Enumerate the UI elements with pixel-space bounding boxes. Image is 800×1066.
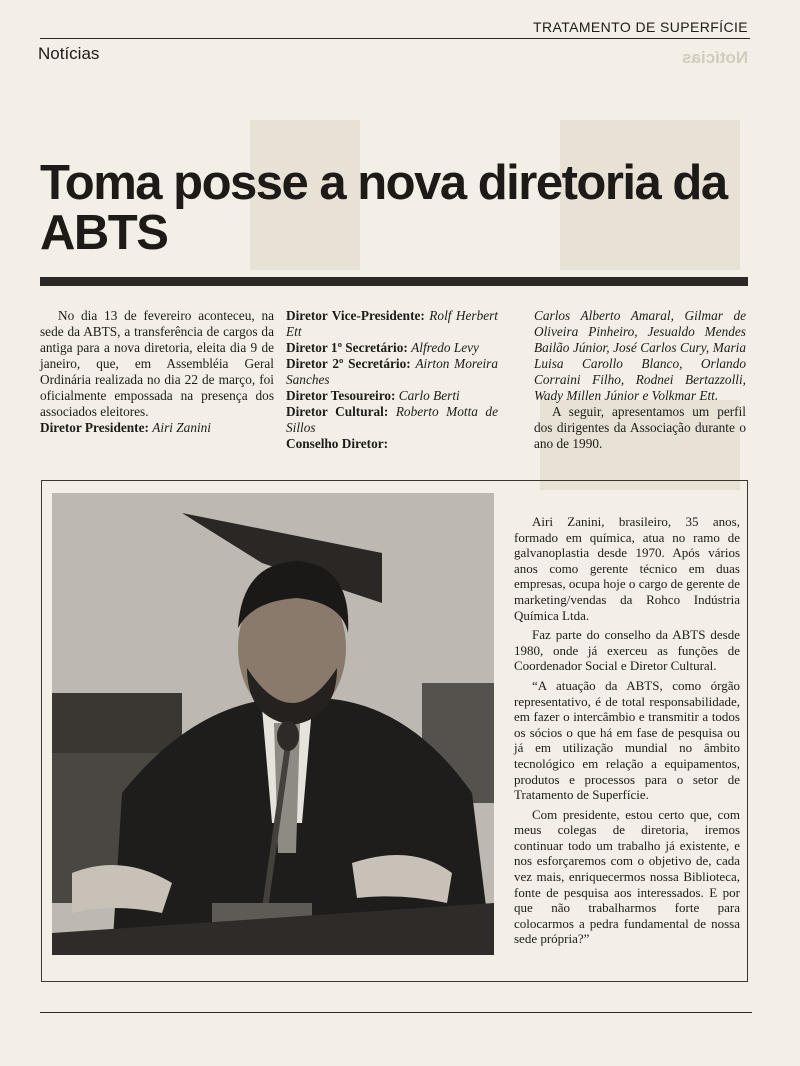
role-title: Diretor Tesoureiro:: [286, 388, 396, 403]
role-entry: [286, 308, 498, 340]
role-entry: [286, 404, 498, 436]
council-members: Carlos Alberto Amaral, Gilmar de Oliveira Pinheiro, Jesualdo Mendes Bailão Júnior, José Carlos Cury, Maria Luisa Carollo Blanco, Orlando Corraini Filho, Rodnei Bertazzolli, Wady Millen Júnior e Volkmar Ett.: [534, 308, 746, 403]
role-title: Diretor Vice-Presidente:: [286, 308, 425, 323]
profile-paragraph: Com presidente, estou certo que, com meus colegas de diretoria, iremos continuar todo um trabalho já existente, e nos esforçaremos com o objetivo de, cada vez mais, enriquecermos nossa Biblioteca, fonte de pesquisa aos interessados. E por que não trabalharmos forte para colocarmos a pedra fundamental de nossa sede própria?”: [514, 806, 740, 947]
role-name: Carlo Berti: [398, 388, 460, 403]
role-entry: [286, 356, 498, 388]
role-entry: [286, 436, 498, 452]
role-name: Rolf Herbert Ett: [286, 308, 498, 339]
footer-rule: [40, 1012, 752, 1013]
role-name: Roberto Motta de Sillos: [286, 404, 498, 435]
role-title: Conselho Diretor:: [286, 436, 389, 451]
role-title: Diretor 1º Secretário:: [286, 340, 408, 355]
role-entry: [286, 388, 498, 404]
publication-title: TRATAMENTO DE SUPERFÍCIE: [533, 19, 748, 35]
role-title: Diretor 2º Secretário:: [286, 356, 411, 371]
article-intro: No dia 13 de fevereiro aconteceu, na sede da ABTS, a transferência de cargos da antiga para a nova diretoria, eleita dia 9 de janeiro, que, em Assembléia Geral Ordinária realizada no dia 22 de março, foi oficialmente empossada na presença dos associados eleitores.: [40, 308, 274, 419]
role-title: Diretor Presidente:: [40, 420, 149, 435]
role-name: Alfredo Levy: [411, 340, 479, 355]
profile-paragraph: Airi Zanini, brasileiro, 35 anos, formado em química, atua no ramo de galvanoplastia desde 1970. Após vários anos como gerente técnico em duas empresas, ocupa hoje o cargo de gerente de marketing/vendas da Rohco Indústria Química Ltda.: [514, 514, 740, 623]
section-label: Notícias: [38, 44, 100, 63]
article-headline: Toma posse a nova diretoria da ABTS: [40, 156, 727, 260]
bleed-through-section-label: Notícias: [681, 48, 748, 67]
portrait-photo: [52, 493, 494, 955]
role-title: Diretor Cultural:: [286, 404, 389, 419]
header-rule: [40, 38, 750, 39]
role-name: Airton Moreira Sanches: [286, 356, 499, 387]
article-column-2: [286, 308, 498, 452]
profile-text: [514, 514, 740, 951]
portrait-illustration: [52, 493, 494, 955]
role-entry: [286, 340, 498, 356]
article-column-3: [534, 308, 746, 452]
article-column-1: [40, 308, 274, 436]
profile-paragraph: “A atuação da ABTS, como órgão representativo, é de total responsabilidade, em fazer o intercâmbio e transmitir a todos os sócios o que há em fase de pesquisa ou já em utilização mundial no âmbito tecnológico em relação a equipamentos, produtos e processos para o setor de Tratamento de Superfície.: [514, 677, 740, 803]
headline-rule: [40, 277, 748, 286]
role-name: Airi Zanini: [152, 420, 212, 435]
role-entry: [40, 420, 274, 436]
article-closing: A seguir, apresentamos um perfil dos dirigentes da Associação durante o ano de 1990.: [534, 404, 746, 451]
profile-paragraph: Faz parte do conselho da ABTS desde 1980, onde já exerceu as funções de Coordenador Social e Diretor Cultural.: [514, 627, 740, 674]
